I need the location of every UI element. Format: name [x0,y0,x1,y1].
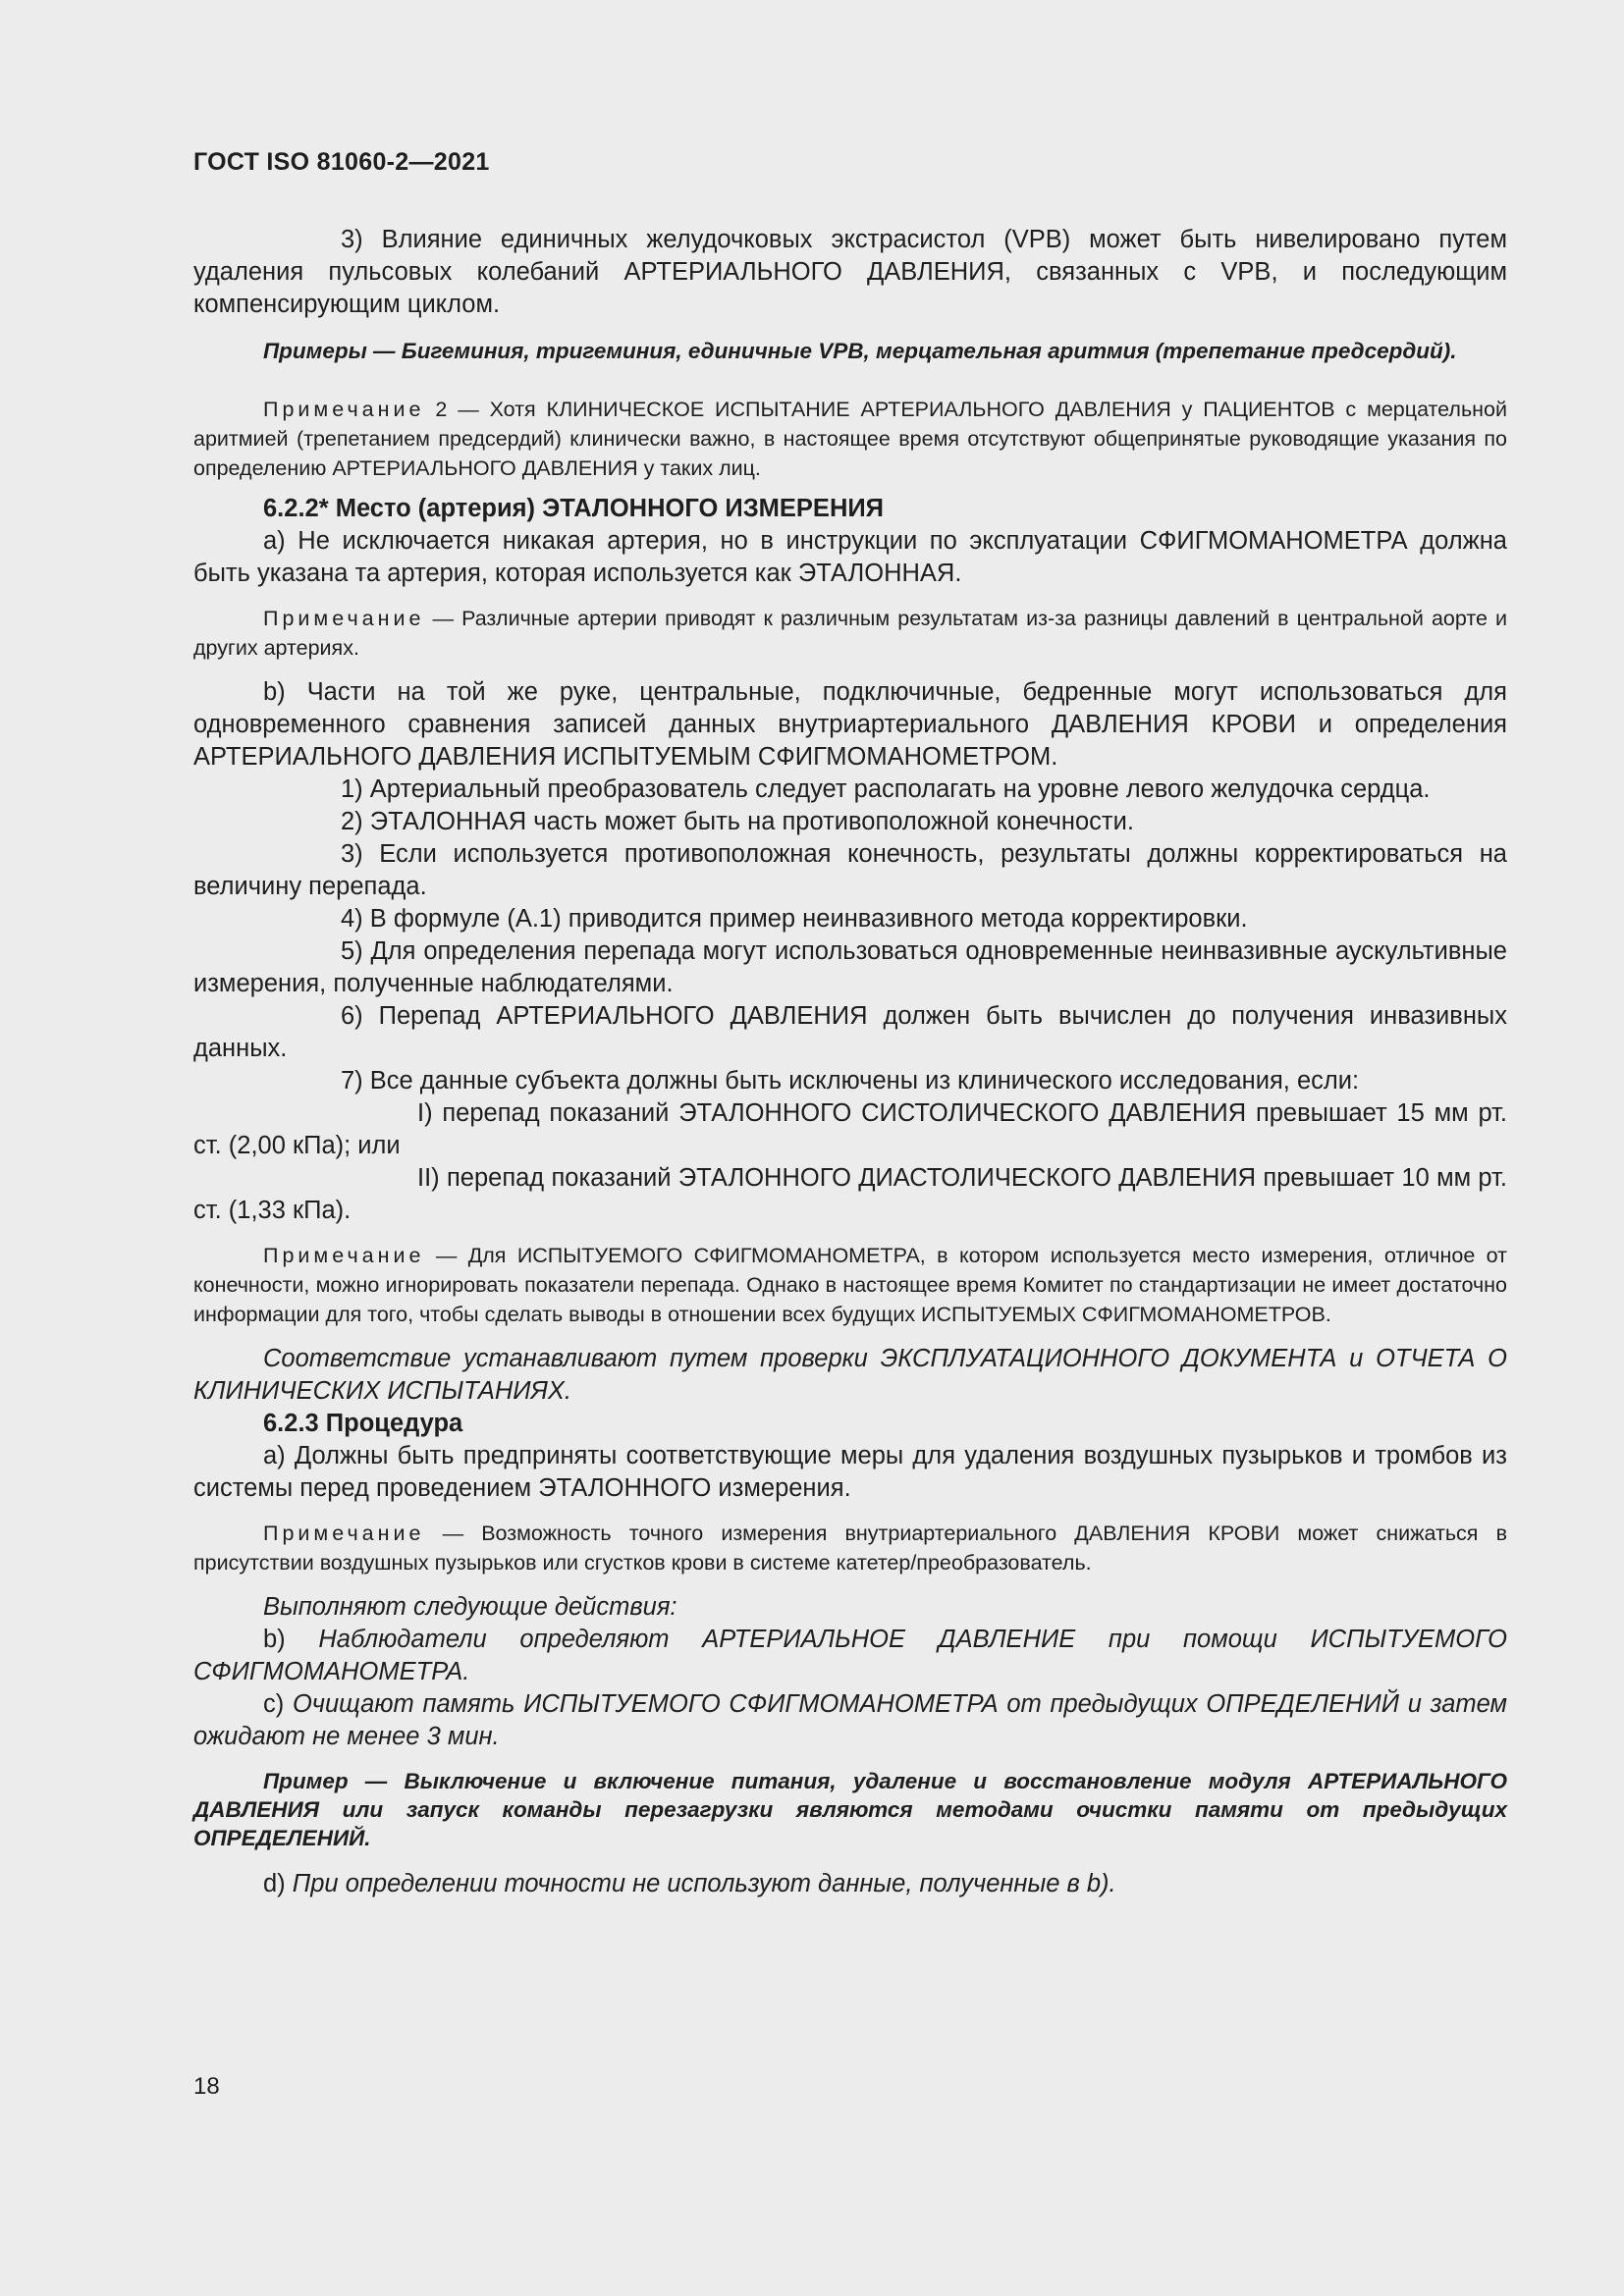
note-label: Примечание [263,1522,425,1545]
note-text: — Возможность точного измерения внутриартериального ДАВЛЕНИЯ КРОВИ может снижаться в присутствии воздушных пузырьков или сгустков крови в системе катетер/преобразователь. [193,1522,1507,1575]
paragraph-b: b) Части на той же руке, центральные, подключичные, бедренные могут использоваться для одновременного сравнения записей данных внутриартериального ДАВЛЕНИЯ КРОВИ и определения АРТЕРИАЛЬНОГО ДАВЛЕНИЯ ИСПЫТУЕМЫМ СФИГМОМАНОМЕТРОМ. [193,678,1507,771]
item-label: d) [263,1870,293,1897]
note-text: — Для ИСПЫТУЕМОГО СФИГМОМАНОМЕТРА, в котором используется место измерения, отличное от конечности, можно игнорировать показатели перепада. Однако в настоящее время Комитет по стандартизации не имеет достаточно информации для того, чтобы сделать выводы в отношении всех будущих ИСПЫТУЕМЫХ СФИГМОМАНОМЕТРОВ. [193,1244,1507,1326]
note-paragraph [193,1519,1507,1577]
list-item: 1) Артериальный преобразователь следует располагать на уровне левого желудочка сердца. [341,775,1431,803]
list-item: 4) В формуле (А.1) приводится пример неинвазивного метода корректировки. [341,905,1248,933]
examples-paragraph: Примеры — Бигеминия, тригеминия, единичные VPB, мерцательная аритмия (трепетание предсердий). [263,339,1457,363]
paragraph-b [193,1624,1507,1688]
item-text: При определении точности не используют данные, полученные в b). [292,1870,1116,1897]
page-number: 18 [193,2073,220,2100]
note-label: Примечание [263,607,425,630]
page-content [193,224,1507,1900]
compliance-statement: Соответствие устанавливают путем проверки ЭКСПЛУАТАЦИОННОГО ДОКУМЕНТА и ОТЧЕТА О КЛИНИЧЕСКИХ ИСПЫТАНИЯХ. [193,1345,1507,1405]
paragraph-a: а) Не исключается никакая артерия, но в инструкции по эксплуатации СФИГМОМАНОМЕТРА должна быть указана та артерия, которая используется как ЭТАЛОННАЯ. [193,527,1507,587]
item-label: b) [263,1626,319,1653]
item-label: с) [263,1690,293,1718]
note-label: Примечание [263,1244,425,1267]
item-text: Наблюдатели определяют АРТЕРИАЛЬНОЕ ДАВЛЕНИЕ при помощи ИСПЫТУЕМОГО СФИГМОМАНОМЕТРА. [193,1626,1507,1685]
paragraph-c [193,1688,1507,1753]
section-heading-6-2-3: 6.2.3 Процедура [263,1410,463,1437]
note-paragraph [193,604,1507,663]
list-item: 7) Все данные субъекта должны быть исключены из клинического исследования, если: [341,1067,1360,1095]
example-paragraph: Пример — Выключение и включение питания, удаление и восстановление модуля АРТЕРИАЛЬНОГО ДАВЛЕНИЯ или запуск команды перезагрузки являются методами очистки памяти от предыдущих ОПРЕДЕЛЕНИЙ. [193,1769,1507,1850]
list-item: 2) ЭТАЛОННАЯ часть может быть на противоположной конечности. [341,808,1134,835]
paragraph-vpb: 3) Влияние единичных желудочковых экстрасистол (VPB) может быть нивелировано путем удаления пульсовых колебаний АРТЕРИАЛЬНОГО ДАВЛЕНИЯ, связанных с VPB, и последующим компенсирующим циклом. [193,226,1507,318]
paragraph-a: а) Должны быть предприняты соответствующие меры для удаления воздушных пузырьков и тромбов из системы перед проведением ЭТАЛОННОГО измерения. [193,1442,1507,1502]
note-label: Примечание [263,398,425,421]
section-heading-6-2-2: 6.2.2* Место (артерия) ЭТАЛОННОГО ИЗМЕРЕНИЯ [263,495,885,522]
actions-intro: Выполняют следующие действия: [263,1593,677,1621]
list-item: 6) Перепад АРТЕРИАЛЬНОГО ДАВЛЕНИЯ должен быть вычислен до получения инвазивных данных. [193,1002,1507,1062]
list-item: 3) Если используется противоположная конечность, результаты должны корректироваться на величину перепада. [193,840,1507,900]
note-paragraph [193,395,1507,483]
document-header: ГОСТ ISO 81060-2—2021 [193,148,490,176]
paragraph-d [193,1868,1507,1900]
note-text: 2 — Хотя КЛИНИЧЕСКОЕ ИСПЫТАНИЕ АРТЕРИАЛЬНОГО ДАВЛЕНИЯ у ПАЦИЕНТОВ с мерцательной аритмией (трепетанием предсердий) клинически важно, в настоящее время отсутствуют общепринятые руководящие указания по определению АРТЕРИАЛЬНОГО ДАВЛЕНИЯ у таких лиц. [193,398,1507,480]
list-item: 5) Для определения перепада могут использоваться одновременные неинвазивные аускультивные измерения, полученные наблюдателями. [193,937,1507,997]
note-paragraph [193,1241,1507,1329]
sub-list-item: I) перепад показаний ЭТАЛОННОГО СИСТОЛИЧЕСКОГО ДАВЛЕНИЯ превышает 15 мм рт. ст. (2,00 кПа); или [193,1099,1507,1159]
note-text: — Различные артерии приводят к различным результатам из-за разницы давлений в центральной аорте и других артериях. [193,607,1507,660]
item-text: Очищают память ИСПЫТУЕМОГО СФИГМОМАНОМЕТРА от предыдущих ОПРЕДЕЛЕНИЙ и затем ожидают не менее 3 мин. [193,1690,1507,1750]
sub-list-item: II) перепад показаний ЭТАЛОННОГО ДИАСТОЛИЧЕСКОГО ДАВЛЕНИЯ превышает 10 мм рт. ст. (1,33 кПа). [193,1164,1507,1224]
